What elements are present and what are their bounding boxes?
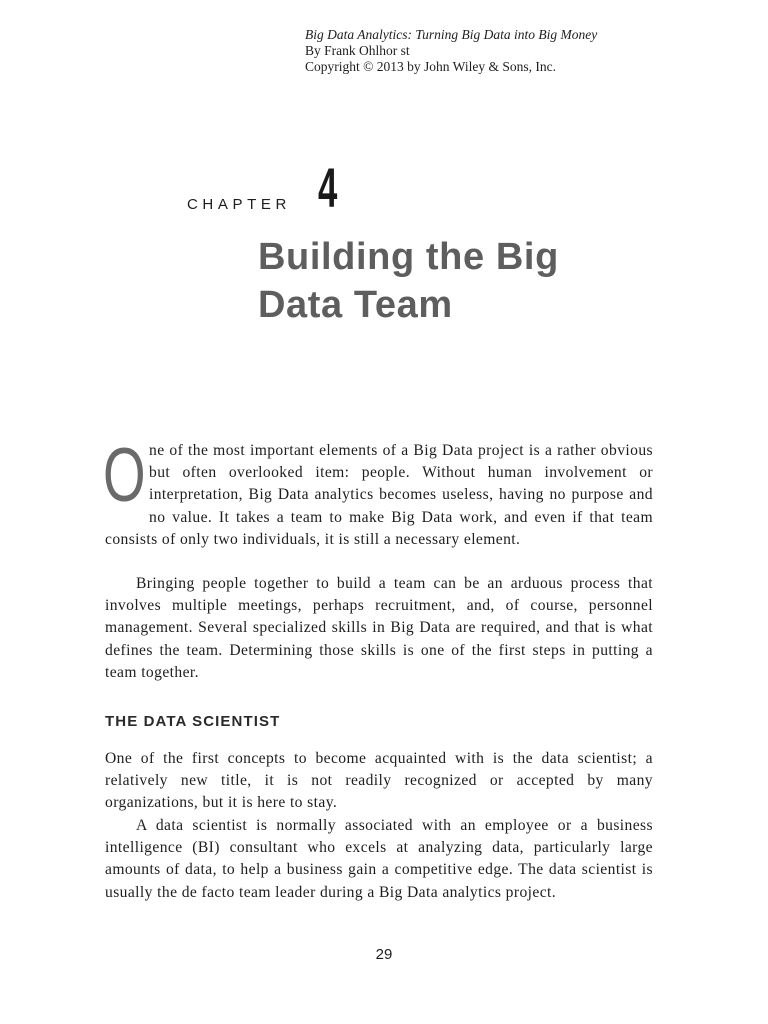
drop-cap: O [103,433,146,518]
paragraph-3: One of the first concepts to become acquainted with is the data scientist; a relatively new title, it is not readily recognized or accepted by many organizations, but it is here to stay. [105,750,653,812]
chapter-title [258,233,678,329]
chapter-number: 4 [318,156,338,219]
running-header [305,27,745,75]
author-line: By Frank Ohlhor st [305,43,410,58]
chapter-title-line-1: Building the Big [258,236,559,278]
chapter-title-line-2: Data Team [258,284,453,326]
paragraph-1 [103,433,653,551]
section-heading: THE DATA SCIENTIST [105,713,281,730]
copyright-line: Copyright © 2013 by John Wiley & Sons, Inc. [305,59,556,74]
paragraph-1-text: ne of the most important elements of a Big Data project is a rather obvious but often overlooked item: people. Without human involvement or interpretation, Big Data analytics becomes useless, having no purpose and no value. It takes a team to make Big Data work, and even if that team consists of only two individuals, it is still a necessary element. [105,442,653,548]
paragraph-2: Bringing people together to build a team can be an arduous process that involves multiple meetings, perhaps recruitment, and, of course, personnel management. Several specialized skills in Big Data are required, and that is what defines the team. Determining those skills is one of the first steps in putting a team together. [105,575,653,681]
paragraph-4: A data scientist is normally associated with an employee or a business intelligence (BI) consultant who excels at analyzing data, particularly large amounts of data, to help a business gain a competitive edge. The data scientist is usually the de facto team leader during a Big Data analytics project. [105,817,653,901]
book-title: Big Data Analytics: Turning Big Data into Big Money [305,27,598,42]
page-number: 29 [375,946,393,963]
chapter-label: CHAPTER [187,196,291,213]
